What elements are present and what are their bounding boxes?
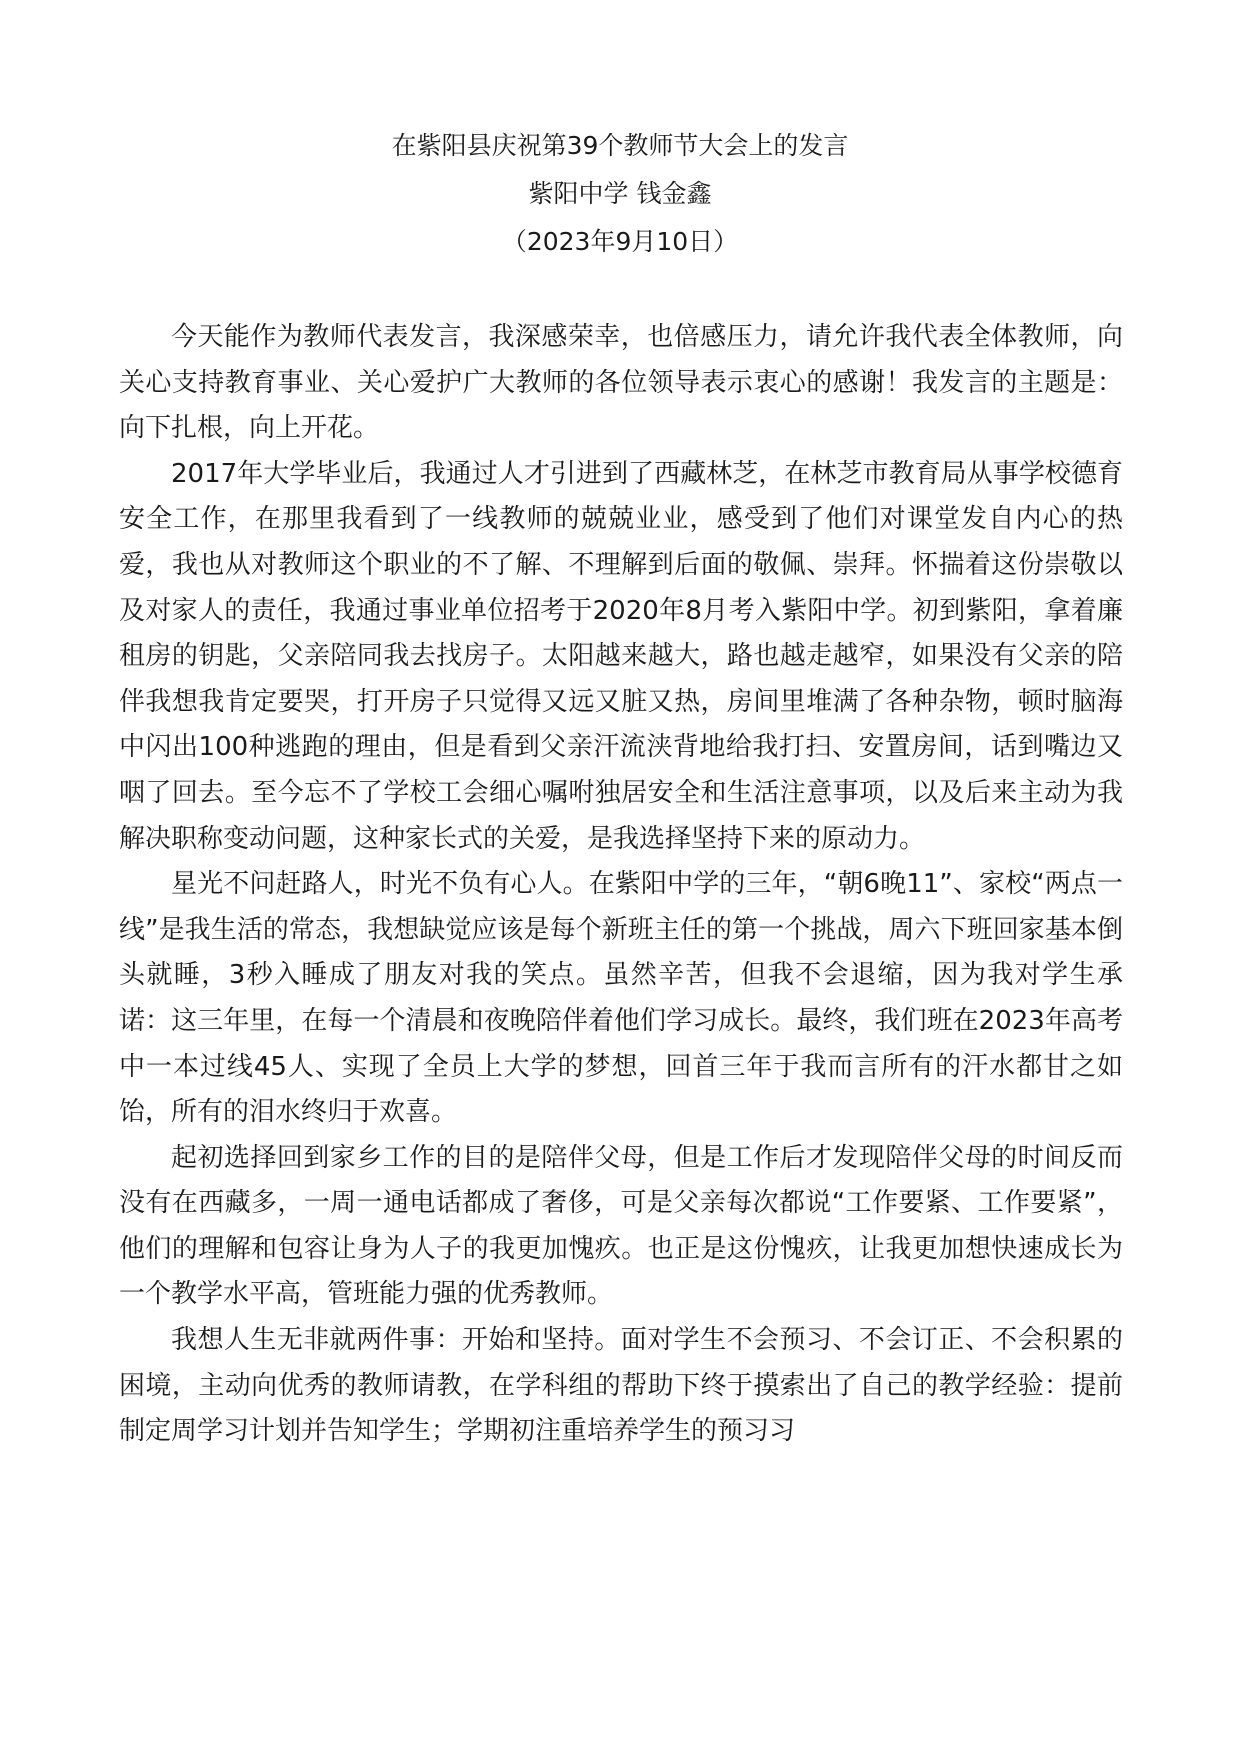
paragraph-three-years: 星光不问赶路人，时光不负有心人。在紫阳中学的三年，“朝6晚11”、家校“两点一线”是我生活的常态，我想缺觉应该是每个新班主任的第一个挑战，周六下班回家基本倒头就睡，3秒入睡成了朋友对我的笑点。虽然辛苦，但我不会退缩，因为我对学生承诺：这三年里，在每一个清晨和夜晚陪伴着他们学习成长。最终，我们班在2023年高考中一本过线45人、实现了全员上大学的梦想，回首三年于我而言所有的汗水都甘之如饴，所有的泪水终归于欢喜。 (119, 869, 1123, 1128)
paragraph-opening: 今天能作为教师代表发言，我深感荣幸，也倍感压力，请允许我代表全体教师，向关心支持教育事业、关心爱护广大教师的各位领导表示衷心的感谢！我发言的主题是：向下扎根，向上开花。 (119, 322, 1123, 444)
paragraph-persistence: 我想人生无非就两件事：开始和坚持。面对学生不会预习、不会订正、不会积累的困境，主动向优秀的教师请教，在学科组的帮助下终于摸索出了自己的教学经验：提前制定周学习计划并告知学生；学期初注重培养学生的预习习 (119, 1325, 1123, 1447)
speech-body (119, 315, 1123, 1455)
speech-date: （2023年9月10日） (501, 227, 739, 256)
document-header (0, 122, 1240, 266)
speech-title: 在紫阳县庆祝第39个教师节大会上的发言 (391, 131, 849, 160)
speaker-line: 紫阳中学 钱金鑫 (528, 179, 712, 208)
paragraph-background: 2017年大学毕业后，我通过人才引进到了西藏林芝，在林芝市教育局从事学校德育安全工作，在那里我看到了一线教师的兢兢业业，感受到了他们对课堂发自内心的热爱，我也从对教师这个职业的不了解、不理解到后面的敬佩、崇拜。怀揣着这份崇敬以及对家人的责任，我通过事业单位招考于2020年8月考入紫阳中学。初到紫阳，拿着廉租房的钥匙，父亲陪同我去找房子。太阳越来越大，路也越走越窄，如果没有父亲的陪伴我想我肯定要哭，打开房子只觉得又远又脏又热，房间里堆满了各种杂物，顿时脑海中闪出100种逃跑的理由，但是看到父亲汗流浃背地给我打扫、安置房间，话到嘴边又咽了回去。至今忘不了学校工会细心嘱咐独居安全和生活注意事项，以及后来主动为我解决职称变动问题，这种家长式的关爱，是我选择坚持下来的原动力。 (119, 458, 1123, 854)
paragraph-family: 起初选择回到家乡工作的目的是陪伴父母，但是工作后才发现陪伴父母的时间反而没有在西藏多，一周一通电话都成了奢侈，可是父亲每次都说“工作要紧、工作要紧”，他们的理解和包容让身为人子的我更加愧疚。也正是这份愧疚，让我更加想快速成长为一个教学水平高，管班能力强的优秀教师。 (119, 1142, 1123, 1310)
